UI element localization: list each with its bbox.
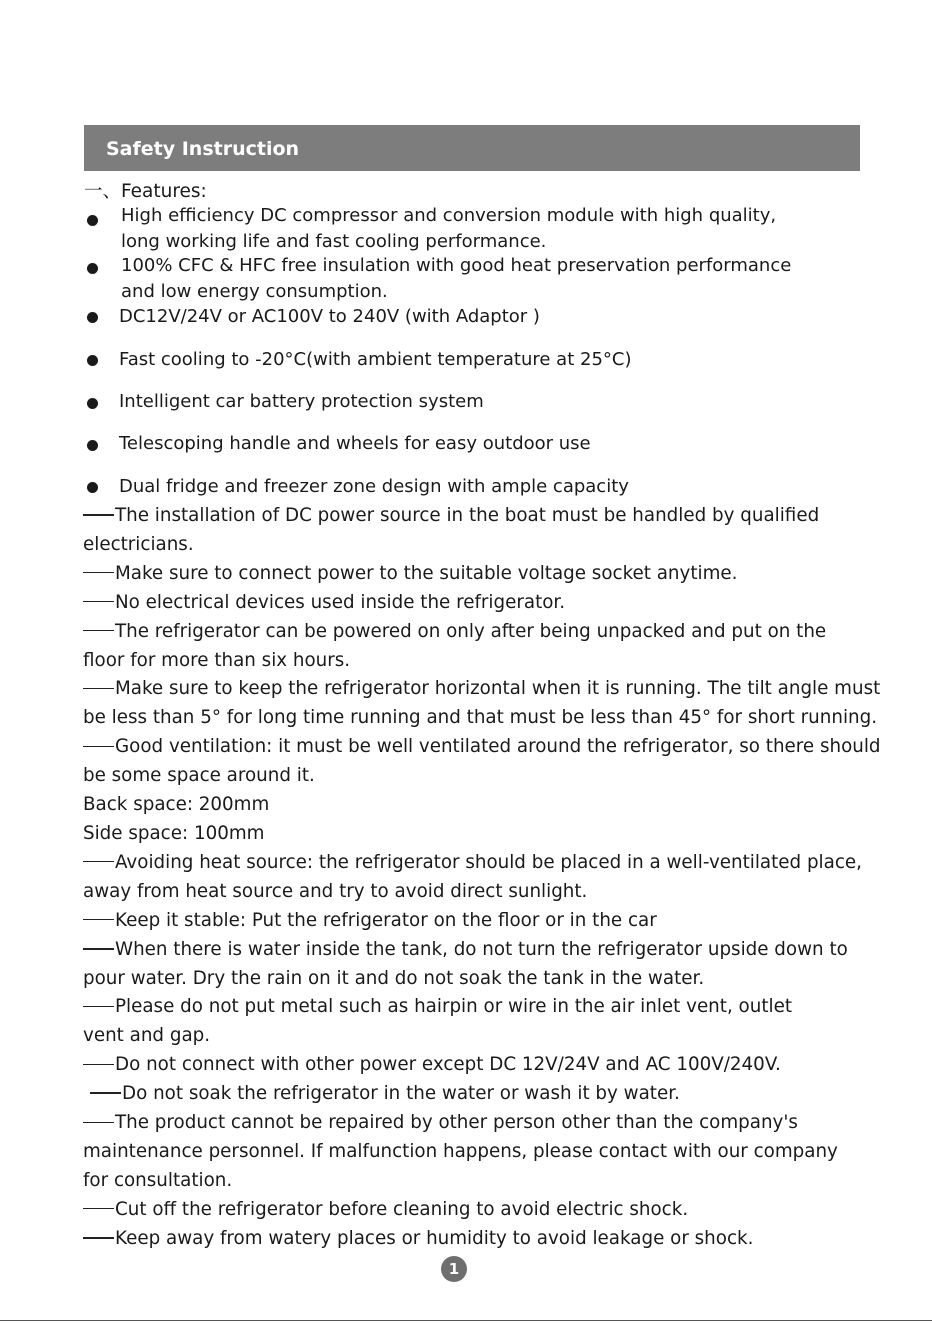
instruction-line: pour water. Dry the rain on it and do not soak the tank in the water. <box>83 967 705 989</box>
dash-icon <box>83 1122 114 1123</box>
section-title: Safety Instruction <box>106 138 300 160</box>
instruction-line: The refrigerator can be powered on only after being unpacked and put on the <box>83 618 883 647</box>
feature-text: DC12V/24V or AC100V to 240V (with Adaptor ) <box>119 306 540 327</box>
instruction-line: be less than 5° for long time running and that must be less than 45° for short running. <box>83 707 878 729</box>
instruction-line: Please do not put metal such as hairpin or wire in the air inlet vent, outlet <box>83 993 883 1022</box>
instruction-line: Side space: 100mm <box>83 822 265 844</box>
features-heading: 一、Features: <box>84 181 207 202</box>
feature-text: Dual fridge and freezer zone design with ample capacity <box>119 476 629 497</box>
bullet-icon <box>87 263 98 274</box>
instruction-line: Keep away from watery places or humidity to avoid leakage or shock. <box>83 1225 883 1254</box>
dash-icon <box>83 746 114 747</box>
dash-icon <box>83 1208 114 1209</box>
feature-text: Intelligent car battery protection system <box>119 391 484 412</box>
dash-icon <box>83 861 114 862</box>
dash-icon <box>83 572 114 573</box>
bullet-icon <box>87 215 98 226</box>
dash-icon <box>83 514 114 516</box>
dash-icon <box>83 1237 114 1239</box>
feature-text: Fast cooling to -20°C(with ambient temperature at 25°C) <box>119 349 632 370</box>
instruction-line: The installation of DC power source in the boat must be handled by qualified <box>83 502 883 531</box>
instruction-line: Do not soak the refrigerator in the water or wash it by water. <box>83 1080 883 1109</box>
instruction-line: No electrical devices used inside the refrigerator. <box>83 589 883 618</box>
instruction-line: vent and gap. <box>83 1025 211 1047</box>
bullet-icon <box>87 440 98 451</box>
bullet-icon <box>87 398 98 409</box>
page-number-badge: 1 <box>441 1256 467 1282</box>
bottom-divider <box>0 1320 932 1321</box>
instruction-line: floor for more than six hours. <box>83 649 351 671</box>
instruction-line: Back space: 200mm <box>83 794 270 816</box>
bullet-icon <box>87 482 98 493</box>
dash-icon <box>83 1064 114 1065</box>
safety-instructions <box>83 502 883 1254</box>
instruction-line: Avoiding heat source: the refrigerator should be placed in a well-ventilated place, <box>83 849 883 878</box>
instruction-line: Good ventilation: it must be well ventilated around the refrigerator, so there should <box>83 733 883 762</box>
dash-icon <box>83 948 114 950</box>
instruction-line: Do not connect with other power except DC 12V/24V and AC 100V/240V. <box>83 1051 883 1080</box>
instruction-line: for consultation. <box>83 1169 233 1191</box>
instruction-line: Cut off the refrigerator before cleaning to avoid electric shock. <box>83 1196 883 1225</box>
instruction-line: away from heat source and try to avoid direct sunlight. <box>83 880 588 902</box>
instruction-line: When there is water inside the tank, do not turn the refrigerator upside down to <box>83 936 883 965</box>
dash-icon <box>83 919 114 920</box>
instruction-line: Make sure to keep the refrigerator horizontal when it is running. The tilt angle must <box>83 675 883 704</box>
instruction-line: electricians. <box>83 533 194 555</box>
section-header-bar <box>84 125 860 171</box>
dash-icon <box>83 630 114 631</box>
instruction-line: Keep it stable: Put the refrigerator on the floor or in the car <box>83 907 883 936</box>
feature-text: High efficiency DC compressor and conversion module with high quality, long working life and fast cooling performance. <box>121 205 777 252</box>
bullet-icon <box>87 312 98 323</box>
feature-text: Telescoping handle and wheels for easy outdoor use <box>119 433 591 454</box>
dash-icon <box>83 688 114 689</box>
dash-icon <box>90 1092 121 1094</box>
dash-icon <box>83 601 114 602</box>
instruction-line: Make sure to connect power to the suitable voltage socket anytime. <box>83 560 883 589</box>
instruction-line: be some space around it. <box>83 765 315 787</box>
instruction-line: maintenance personnel. If malfunction happens, please contact with our company <box>83 1140 838 1162</box>
instruction-line: The product cannot be repaired by other person other than the company's <box>83 1109 883 1138</box>
bullet-icon <box>87 355 98 366</box>
feature-text: 100% CFC & HFC free insulation with good heat preservation performance and low energy consumption. <box>121 255 792 302</box>
dash-icon <box>83 1006 114 1007</box>
